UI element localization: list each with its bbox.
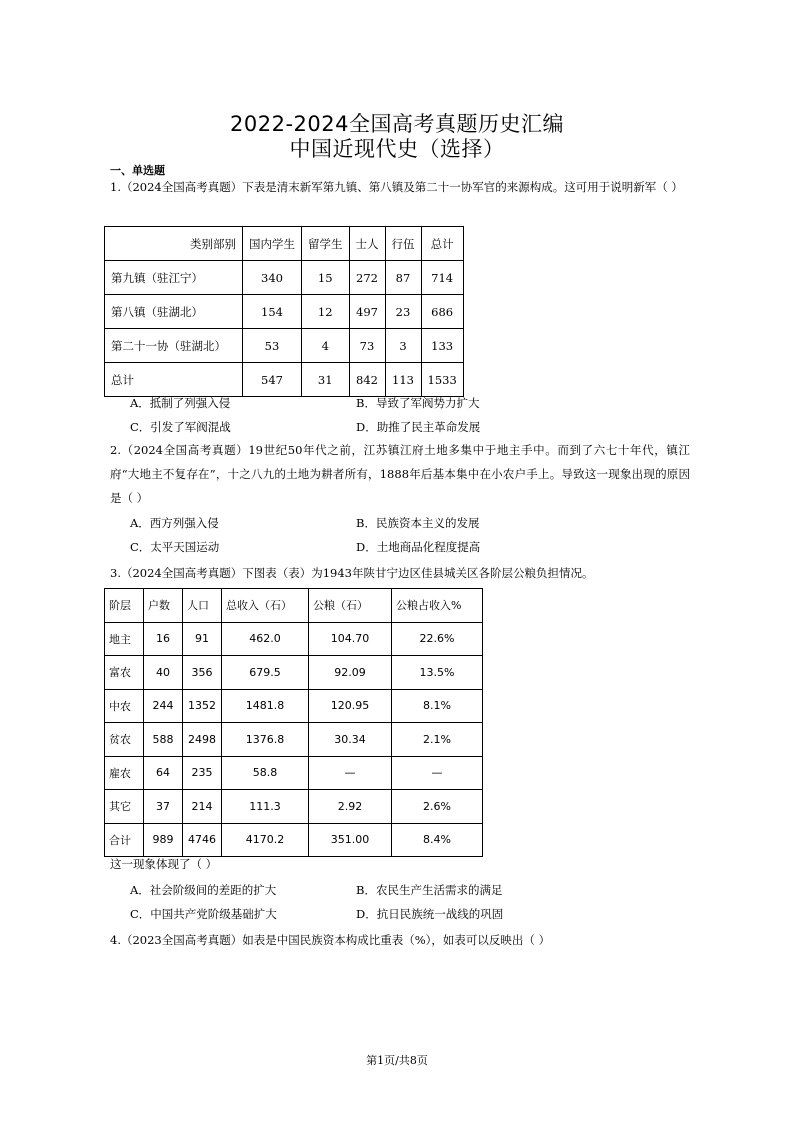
- table-cell: 2498: [183, 723, 222, 757]
- table-cell: 58.8: [222, 756, 309, 790]
- table-row: [105, 261, 464, 295]
- table-header-cell: 总收入（石）: [222, 589, 309, 623]
- page-title: 2022-2024全国高考真题历史汇编: [230, 112, 564, 136]
- table-row: [105, 790, 483, 824]
- table-cell: 91: [183, 622, 222, 656]
- table-cell: 1533: [421, 363, 463, 397]
- table-cell: 154: [243, 295, 302, 329]
- question-2-stem: 2.（2024全国高考真题）19世纪50年代之前，江苏镇江府土地多集中于地主手中。而到了六七十年代，镇江府“大地主不复存在”，十之八九的土地为耕者所有，1888年后基本集中在小农户手上。导致这一现象出现的原因是（ ）: [110, 443, 690, 505]
- table-cell: 351.00: [309, 823, 392, 857]
- table-cell: 2.1%: [392, 723, 483, 757]
- table-cell: 4746: [183, 823, 222, 857]
- table-row: [105, 723, 483, 757]
- table-cell: 合计: [105, 823, 144, 857]
- table-cell: 30.34: [309, 723, 392, 757]
- table-cell: 842: [349, 363, 385, 397]
- table-cell: 104.70: [309, 622, 392, 656]
- question-4-stem: 4.（2023全国高考真题）如表是中国民族资本构成比重表（%），如表可以反映出（ ）: [110, 933, 551, 947]
- table-row: [105, 295, 464, 329]
- table-cell: 2.92: [309, 790, 392, 824]
- question-1-options: [110, 391, 690, 439]
- table-cell: 贫农: [105, 723, 144, 757]
- table-cell: 1481.8: [222, 689, 309, 723]
- question-3-table: [104, 588, 483, 857]
- table-cell: 13.5%: [392, 656, 483, 690]
- table-header-cell: 行伍: [385, 227, 421, 261]
- question-1-table: [104, 226, 464, 397]
- table-row: [105, 656, 483, 690]
- question-1-stem: 1.（2024全国高考真题）下表是清末新军第九镇、第八镇及第二十一协军官的来源构成。这可用于说明新军（ ）: [110, 180, 683, 194]
- table-cell: 497: [349, 295, 385, 329]
- page-subtitle: 中国近现代史（选择）: [289, 137, 505, 161]
- table-cell: —: [309, 756, 392, 790]
- table-cell: 53: [243, 329, 302, 363]
- option-d[interactable]: D．助推了民主革命发展: [356, 420, 481, 434]
- table-cell: 第二十一协（驻湖北）: [105, 329, 243, 363]
- option-d[interactable]: D．土地商品化程度提高: [356, 540, 481, 554]
- table-cell: 92.09: [309, 656, 392, 690]
- table-cell: 其它: [105, 790, 144, 824]
- option-b[interactable]: B．民族资本主义的发展: [356, 516, 480, 530]
- table-cell: 15: [302, 261, 350, 295]
- table-cell: 679.5: [222, 656, 309, 690]
- table-cell: 40: [144, 656, 183, 690]
- table-cell: 340: [243, 261, 302, 295]
- table-cell: 214: [183, 790, 222, 824]
- table-cell: 120.95: [309, 689, 392, 723]
- table-cell: 714: [421, 261, 463, 295]
- table-cell: 1376.8: [222, 723, 309, 757]
- table-row: [105, 622, 483, 656]
- table-cell: 356: [183, 656, 222, 690]
- table-header-cell: 总计: [421, 227, 463, 261]
- table-cell: 1352: [183, 689, 222, 723]
- question-2-options: [110, 511, 690, 559]
- table-cell: 31: [302, 363, 350, 397]
- section-heading: 一、单选题: [110, 164, 165, 177]
- option-c[interactable]: C．中国共产党阶级基础扩大: [130, 907, 277, 921]
- table-header-cell: 士人: [349, 227, 385, 261]
- option-c[interactable]: C．太平天国运动: [130, 540, 220, 554]
- table-cell: 64: [144, 756, 183, 790]
- table-cell: 12: [302, 295, 350, 329]
- table-cell: 4: [302, 329, 350, 363]
- table-cell: 第八镇（驻湖北）: [105, 295, 243, 329]
- table-cell: 雇农: [105, 756, 144, 790]
- table-cell: 989: [144, 823, 183, 857]
- table-cell: 富农: [105, 656, 144, 690]
- option-b[interactable]: B．农民生产生活需求的满足: [356, 883, 503, 897]
- option-a[interactable]: A．西方列强入侵: [130, 516, 219, 530]
- table-header-cell: 公粮（石）: [309, 589, 392, 623]
- table-cell: 2.6%: [392, 790, 483, 824]
- table-cell: 272: [349, 261, 385, 295]
- option-c[interactable]: C．引发了军阀混战: [130, 420, 231, 434]
- table-cell: 23: [385, 295, 421, 329]
- table-cell: 133: [421, 329, 463, 363]
- table-header-cell: 国内学生: [243, 227, 302, 261]
- table-cell: 547: [243, 363, 302, 397]
- table-header-cell: 户数: [144, 589, 183, 623]
- table-cell: 8.4%: [392, 823, 483, 857]
- table-header-cell: 人口: [183, 589, 222, 623]
- table-cell: 地主: [105, 622, 144, 656]
- table-header-cell: 类别部别: [105, 227, 243, 261]
- option-d[interactable]: D．抗日民族统一战线的巩固: [356, 907, 504, 921]
- table-header-cell: 留学生: [302, 227, 350, 261]
- table-row: [105, 756, 483, 790]
- table-row: [105, 689, 483, 723]
- table-cell: 588: [144, 723, 183, 757]
- table-header-cell: 阶层: [105, 589, 144, 623]
- question-3-followup: 这一现象体现了（ ）: [110, 857, 218, 871]
- table-cell: 中农: [105, 689, 144, 723]
- table-cell: 总计: [105, 363, 243, 397]
- table-row: [105, 823, 483, 857]
- question-3-options: [110, 878, 690, 926]
- table-cell: 244: [144, 689, 183, 723]
- table-cell: —: [392, 756, 483, 790]
- table-cell: 87: [385, 261, 421, 295]
- table-cell: 113: [385, 363, 421, 397]
- table-cell: 462.0: [222, 622, 309, 656]
- option-b[interactable]: B．导致了军阀势力扩大: [356, 396, 480, 410]
- option-a[interactable]: A．社会阶级间的差距的扩大: [130, 883, 277, 897]
- question-3-stem: 3.（2024全国高考真题）下图表（表）为1943年陕甘宁边区佳县城关区各阶层公粮负担情况。: [110, 566, 594, 580]
- table-header-cell: 公粮占收入%: [392, 589, 483, 623]
- table-cell: 37: [144, 790, 183, 824]
- option-a[interactable]: A．抵制了列强入侵: [130, 396, 231, 410]
- table-cell: 8.1%: [392, 689, 483, 723]
- table-cell: 111.3: [222, 790, 309, 824]
- page-number: 第1页/共8页: [366, 1054, 428, 1067]
- table-cell: 16: [144, 622, 183, 656]
- table-row: [105, 329, 464, 363]
- table-cell: 3: [385, 329, 421, 363]
- table-cell: 73: [349, 329, 385, 363]
- table-cell: 686: [421, 295, 463, 329]
- table-cell: 第九镇（驻江宁）: [105, 261, 243, 295]
- table-header-row: [105, 227, 464, 261]
- table-cell: 235: [183, 756, 222, 790]
- table-header-row: [105, 589, 483, 623]
- table-cell: 22.6%: [392, 622, 483, 656]
- table-cell: 4170.2: [222, 823, 309, 857]
